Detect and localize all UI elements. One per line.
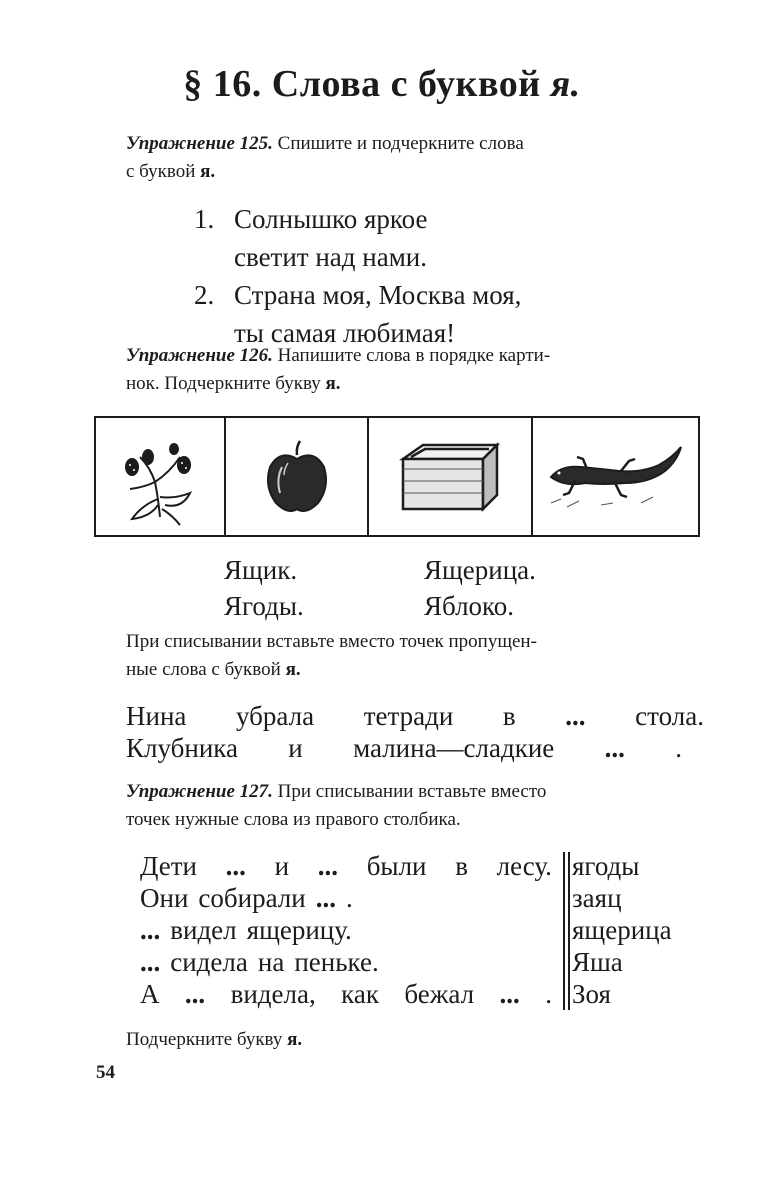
poem-line: светит над нами.	[234, 242, 427, 272]
word-item: Ягоды.	[224, 591, 304, 621]
picture-cell	[96, 418, 226, 535]
exercise-127-instruction: Упражнение 127. При списывании вставьте вместо точек нужные слова из правого столбика.	[126, 781, 547, 830]
exercise-126-instruction: Упражнение 126. Напишите слова в порядке карти- нок. Подчеркните букву я.	[126, 345, 551, 394]
poem-line: 2. Страна моя, Москва моя,	[194, 280, 522, 310]
word-bank-item: Зоя	[572, 979, 611, 1009]
strawberry-icon	[110, 427, 210, 527]
section-title-letter: я.	[550, 63, 581, 105]
word-item: Яблоко.	[424, 591, 515, 621]
poem-line: ты самая любимая!	[234, 318, 456, 348]
page-number: 54	[96, 1062, 115, 1083]
apple-icon	[262, 437, 332, 517]
lizard-icon	[541, 437, 691, 517]
word-bank-item: заяц	[572, 883, 622, 913]
word-list-right	[424, 552, 536, 624]
exercise-125-instruction: Упражнение 125. Спишите и подчеркните слова с буквой я.	[126, 133, 524, 182]
fill-in-line: Нина убрала тетради в ... стола.	[126, 701, 704, 731]
word-bank-item: Яша	[572, 947, 623, 977]
word-bank-column	[572, 850, 672, 1010]
word-list-left	[224, 552, 304, 624]
exercise-125-label: Упражнение 125.	[126, 133, 273, 154]
exercise-126-note: При списывании вставьте вместо точек пропущен- ные слова с буквой я.	[126, 631, 537, 680]
picture-strip	[94, 416, 700, 537]
word-bank-item: ягоды	[572, 851, 640, 881]
exercise-127-closing: Подчеркните букву я.	[126, 1029, 303, 1050]
word-bank-item: ящерица	[572, 915, 672, 945]
column-divider	[563, 852, 565, 1010]
picture-cell	[369, 418, 533, 535]
section-title-text: Слова с буквой	[271, 63, 541, 105]
sentence-line: Они собирали ... .	[140, 883, 353, 913]
poem-line: 1. Солнышко яркое	[194, 204, 428, 234]
picture-cell	[533, 418, 698, 535]
sentence-column	[140, 850, 552, 1010]
picture-cell	[226, 418, 369, 535]
section-number: § 16.	[183, 63, 262, 105]
word-item: Ящик.	[224, 555, 298, 585]
sentence-line: А ... видела, как бежал ... .	[140, 979, 552, 1009]
word-item: Ящерица.	[424, 555, 536, 585]
fill-in-line: Клубника и малина—сладкие ... .	[126, 733, 682, 763]
exercise-127-label: Упражнение 127.	[126, 781, 273, 802]
exercise-126-label: Упражнение 126.	[126, 345, 273, 366]
sentence-line: Дети ... и ... были в лесу.	[140, 851, 552, 881]
exercise-125-poem	[194, 200, 521, 352]
sentence-line: ... сидела на пеньке.	[140, 947, 379, 977]
sentence-line: ... видел ящерицу.	[140, 915, 352, 945]
box-icon	[395, 437, 505, 517]
section-title	[0, 62, 764, 106]
column-divider	[568, 852, 570, 1010]
